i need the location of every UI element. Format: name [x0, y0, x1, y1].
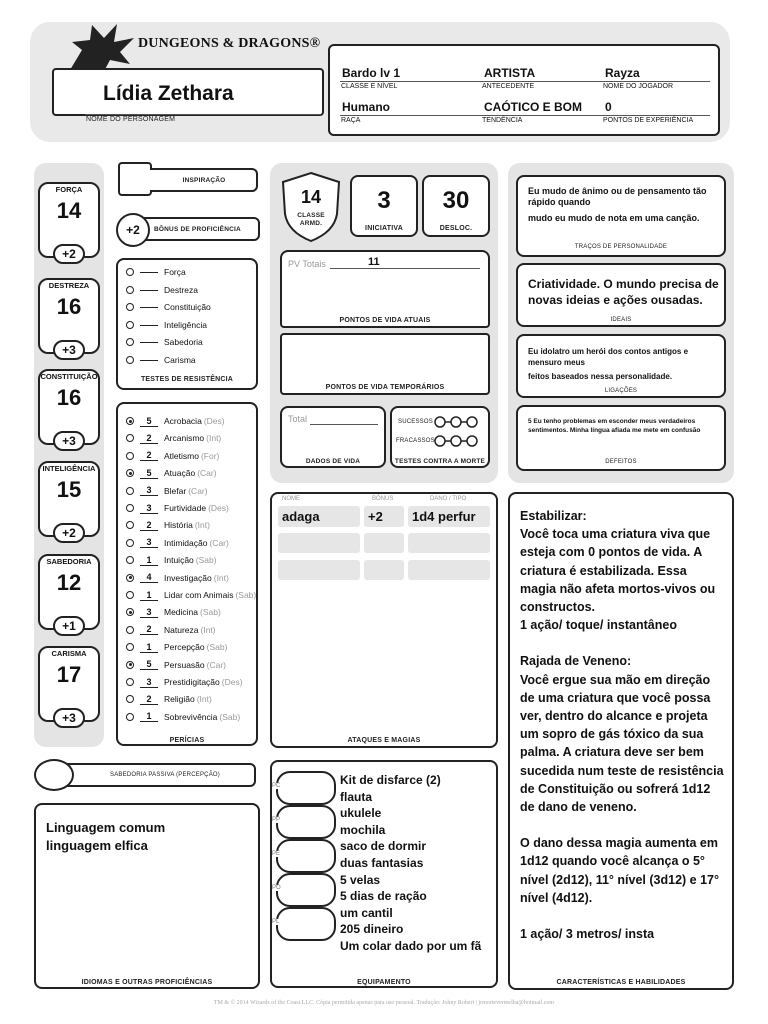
- attack-name-cell[interactable]: [278, 560, 360, 580]
- coin-box[interactable]: [272, 771, 336, 805]
- skill-proficiency-dot[interactable]: [126, 452, 134, 460]
- coin-box[interactable]: [272, 805, 336, 839]
- skill-value: 1: [140, 590, 158, 601]
- skill-attribute: (For): [200, 450, 220, 461]
- save-name: Constituição: [164, 302, 211, 312]
- attacks-title: ATAQUES E MAGIAS: [347, 737, 421, 744]
- save-value: [140, 360, 158, 361]
- save-name: Força: [164, 267, 186, 277]
- traits-label: TRAÇOS DE PERSONALIDADE: [574, 244, 668, 250]
- armor-class-value[interactable]: 14: [300, 187, 322, 207]
- skill-value: 3: [140, 485, 158, 496]
- skill-proficiency-dot[interactable]: [126, 469, 134, 477]
- ability-name: DESTREZA: [48, 281, 90, 290]
- initiative-value[interactable]: 3: [377, 187, 391, 214]
- skill-name: Natureza: [164, 624, 199, 635]
- equipment-item: ukulele: [340, 806, 382, 821]
- ability-score[interactable]: 12: [56, 570, 82, 595]
- skill-name: Prestidigitação: [164, 677, 220, 687]
- skill-name: Persuasão: [164, 659, 205, 670]
- save-row-forca[interactable]: [126, 265, 186, 279]
- ability-modifier[interactable]: +2: [53, 244, 85, 264]
- attack-name-cell[interactable]: [278, 533, 360, 553]
- equipment-item: flauta: [340, 789, 373, 804]
- equipment-item: duas fantasias: [340, 855, 424, 870]
- ability-name: SABEDORIA: [46, 557, 92, 566]
- race-value[interactable]: Humano: [342, 100, 390, 114]
- ability-modifier[interactable]: +3: [53, 340, 85, 360]
- skill-proficiency-dot[interactable]: [126, 643, 134, 651]
- skill-name: Sobrevivência: [164, 711, 218, 722]
- attack-bonus: +2: [368, 509, 383, 524]
- race-label: RAÇA: [341, 117, 361, 124]
- skill-proficiency-dot[interactable]: [126, 591, 134, 599]
- feature-paragraph: 1 ação/ toque/ instantâneo: [520, 618, 677, 633]
- skill-value: 4: [140, 572, 158, 583]
- save-proficiency-dot[interactable]: [126, 268, 134, 276]
- equipment-item: 5 velas: [340, 872, 381, 887]
- save-value: [140, 290, 158, 291]
- skill-row[interactable]: [126, 710, 240, 724]
- attacks-col-damage: DANO / TIPO: [430, 496, 467, 502]
- ability-name: CARISMA: [51, 649, 87, 658]
- passive-wisdom-value[interactable]: [34, 759, 74, 791]
- name-underline: [85, 114, 321, 115]
- save-row-constituicao[interactable]: [126, 300, 211, 314]
- race-line: [340, 115, 710, 116]
- skill-attribute: (Int): [200, 624, 216, 635]
- skill-attribute: (Sab): [195, 555, 217, 566]
- skill-attribute: (Car): [209, 537, 229, 548]
- bonds-text-2[interactable]: feitos baseados nessa personalidade.: [528, 372, 673, 381]
- skill-value: 1: [140, 642, 158, 653]
- skill-row[interactable]: [126, 466, 217, 480]
- skill-value: 2: [140, 520, 158, 531]
- skill-row[interactable]: [126, 553, 217, 567]
- passive-wisdom-label: SABEDORIA PASSIVA (PERCEPÇÃO): [110, 772, 220, 778]
- hit-dice-label: DADOS DE VIDA: [305, 458, 361, 465]
- skill-name: Acrobacia: [164, 416, 202, 426]
- ability-modifier[interactable]: +3: [53, 708, 85, 728]
- skill-name: Percepção: [164, 642, 205, 653]
- ability-score[interactable]: 16: [56, 294, 82, 319]
- equipment-item: 205 dineiro: [340, 922, 404, 937]
- skill-proficiency-dot[interactable]: [126, 556, 134, 564]
- feature-paragraph: Você ergue sua mão em direção de uma criatura que você possa ver, dentro do alcance e projeta um sopro de gás tóxico da sua palma. A criatura deve ser bem sucedida num teste de resistência de Constituição ou sofrerá 1d12 de dano de veneno.: [520, 672, 724, 815]
- ability-name: FORÇA: [55, 185, 83, 194]
- skill-proficiency-dot[interactable]: [126, 574, 134, 582]
- initiative-label: INICIATIVA: [365, 225, 403, 232]
- proficiency-label: BÔNUS DE PROFICIÊNCIA: [154, 226, 241, 233]
- class-level-value[interactable]: Bardo lv 1: [342, 66, 401, 80]
- skill-value: 3: [140, 607, 158, 618]
- ability-wisdom: [38, 554, 100, 640]
- player-value[interactable]: Rayza: [605, 66, 640, 80]
- skill-name: Religião: [164, 694, 195, 705]
- skill-value: 3: [140, 537, 158, 548]
- save-row-sabedoria[interactable]: [126, 335, 203, 349]
- feature-heading: Estabilizar:: [520, 509, 587, 523]
- saving-throws-title: TESTES DE RESISTÊNCIA: [140, 376, 234, 383]
- ability-score[interactable]: 14: [56, 198, 82, 223]
- skill-value: 5: [140, 659, 158, 670]
- equipment-list[interactable]: [340, 772, 494, 955]
- coin-label: PP: [272, 817, 281, 823]
- ability-name: CONSTITUIÇÃO: [40, 372, 98, 381]
- alignment-label: TENDÊNCIA: [482, 117, 523, 124]
- equipment-item: um cantil: [340, 905, 393, 920]
- class-line: [340, 81, 710, 82]
- attack-damage-cell[interactable]: [408, 533, 490, 553]
- proficiency-value[interactable]: +2: [116, 213, 150, 247]
- alignment-value[interactable]: CAÓTICO E BOM: [484, 100, 582, 114]
- save-value: [140, 325, 158, 326]
- skill-name: História: [164, 520, 193, 531]
- flaws-text[interactable]: 5 Eu tenho problemas em esconder meus verdadeiros sentimentos. Minha língua afiada me mete em confusão: [528, 418, 701, 434]
- ability-charisma: [38, 646, 100, 732]
- skill-row[interactable]: [126, 692, 212, 706]
- skill-row[interactable]: [126, 431, 221, 445]
- skill-name: Lidar com Animais: [164, 590, 234, 600]
- background-label: ANTECEDENTE: [482, 83, 535, 90]
- ideals-label: IDEAIS: [610, 317, 632, 323]
- attack-bonus-cell[interactable]: [364, 560, 404, 580]
- skill-value: 3: [140, 677, 158, 688]
- coin-label: PO: [272, 885, 281, 891]
- save-row-inteligencia[interactable]: [126, 318, 207, 332]
- death-fail-label: FRACASSOS: [396, 438, 435, 444]
- coin-label: PL: [272, 919, 280, 925]
- traits-text-1[interactable]: Eu mudo de ânimo ou de pensamento tão rápido quando: [528, 186, 707, 207]
- coin-label: PC: [272, 783, 281, 789]
- attacks-box: [270, 492, 498, 748]
- xp-value[interactable]: 0: [605, 100, 612, 114]
- ability-intelligence: [38, 461, 100, 547]
- attack-bonus-cell[interactable]: [364, 533, 404, 553]
- ideals-text[interactable]: Criatividade. O mundo precisa de novas ideias e ações ousadas.: [528, 277, 719, 307]
- save-value: [140, 272, 158, 273]
- hit-dice-total-label: Total: [288, 414, 308, 424]
- bonds-text-1[interactable]: Eu idolatro um herói dos contos antigos e mensuro meus: [528, 347, 689, 367]
- skill-proficiency-dot[interactable]: [126, 504, 134, 512]
- attack-damage-cell[interactable]: [408, 560, 490, 580]
- attacks-col-bonus: BÔNUS: [372, 496, 394, 502]
- skill-attribute: (Int): [194, 520, 210, 531]
- ability-name: INTELIGÊNCIA: [42, 464, 96, 473]
- save-row-destreza[interactable]: [126, 283, 198, 297]
- save-proficiency-dot[interactable]: [126, 286, 134, 294]
- xp-label: PONTOS DE EXPERIÊNCIA: [603, 117, 694, 124]
- save-name: Destreza: [164, 285, 199, 295]
- equipment-item: Kit de disfarce (2): [340, 773, 441, 787]
- skill-value: 1: [140, 711, 158, 722]
- equipment-title: EQUIPAMENTO: [357, 979, 411, 986]
- skill-value: 2: [140, 694, 158, 705]
- attacks-col-name: NOME: [282, 496, 300, 502]
- save-value: [140, 342, 158, 343]
- skill-proficiency-dot[interactable]: [126, 695, 134, 703]
- save-name: Carisma: [164, 355, 196, 365]
- skill-row[interactable]: [126, 414, 225, 428]
- death-saves-label: TESTES CONTRA A MORTE: [394, 458, 486, 465]
- coin-box[interactable]: [272, 839, 336, 873]
- ability-score[interactable]: 17: [56, 662, 82, 687]
- ability-modifier[interactable]: +2: [53, 523, 85, 543]
- skill-proficiency-dot[interactable]: [126, 539, 134, 547]
- skill-name: Intuição: [164, 555, 194, 566]
- armor-class-label-1: CLASSE: [297, 212, 325, 219]
- save-proficiency-dot[interactable]: [126, 321, 134, 329]
- skill-row[interactable]: [126, 571, 229, 585]
- flaws-label: DEFEITOS: [605, 459, 637, 465]
- skill-proficiency-dot[interactable]: [126, 434, 134, 442]
- skill-row[interactable]: [126, 501, 229, 515]
- armor-class-label-2: ARMD.: [299, 220, 323, 227]
- save-proficiency-dot[interactable]: [126, 303, 134, 311]
- ability-modifier[interactable]: +1: [53, 616, 85, 636]
- traits-text-2[interactable]: mudo eu mudo de nota em uma canção.: [528, 213, 700, 223]
- character-name-label: NOME DO PERSONAGEM: [86, 116, 176, 123]
- skill-attribute: (Int): [206, 433, 222, 444]
- skill-attribute: (Des): [221, 677, 243, 687]
- save-proficiency-dot[interactable]: [126, 356, 134, 364]
- save-name: Sabedoria: [164, 337, 203, 347]
- skill-row[interactable]: [126, 640, 227, 654]
- coin-box[interactable]: [272, 907, 336, 941]
- feature-paragraph: Você toca uma criatura viva que esteja com 0 pontos de vida. A criatura é estabilizada. Essa magia não afeta mortos-vivos ou constructos.: [520, 527, 716, 615]
- skill-attribute: (Des): [208, 503, 229, 513]
- skill-value: 2: [140, 433, 158, 444]
- death-success-label: SUCESSOS: [398, 419, 433, 425]
- inspiration-checkbox[interactable]: [118, 162, 152, 196]
- hp-current-label: PONTOS DE VIDA ATUAIS: [339, 317, 431, 324]
- coin-label: PE: [272, 851, 281, 857]
- speed-label: DESLOC.: [439, 225, 473, 232]
- hp-max-value[interactable]: 11: [368, 256, 380, 268]
- hp-temp-label: PONTOS DE VIDA TEMPORÁRIOS: [325, 384, 445, 391]
- equipment-item: Um colar dado por um fã: [340, 938, 482, 953]
- skill-proficiency-dot[interactable]: [126, 626, 134, 634]
- skill-name: Blefar: [164, 485, 187, 496]
- skill-attribute: (Sab): [219, 711, 241, 722]
- languages-line-1[interactable]: Linguagem comum: [46, 820, 166, 835]
- death-fail-circles-icon[interactable]: [432, 434, 480, 448]
- skill-row[interactable]: [126, 623, 216, 637]
- skill-name: Atletismo: [164, 450, 199, 461]
- feature-heading: Rajada de Veneno:: [520, 654, 632, 669]
- attack-name: adaga: [282, 509, 320, 524]
- attack-damage: 1d4 perfur: [412, 509, 476, 524]
- skill-attribute: (Int): [196, 694, 212, 705]
- skill-row[interactable]: [126, 536, 229, 550]
- feature-paragraph: O dano dessa magia aumenta em 1d12 quando você alcança o 5° nível (2d12), 11° nível (3d12) e 17° nível (4d12).: [520, 836, 719, 905]
- coin-box[interactable]: [272, 873, 336, 907]
- skill-attribute: (Des): [203, 416, 225, 426]
- save-proficiency-dot[interactable]: [126, 338, 134, 346]
- skill-proficiency-dot[interactable]: [126, 678, 134, 686]
- inspiration-label: INSPIRAÇÃO: [182, 177, 226, 184]
- skill-proficiency-dot[interactable]: [126, 608, 134, 616]
- hp-max-label: PV Totais: [288, 259, 326, 269]
- skill-attribute: (Int): [213, 572, 229, 583]
- skill-proficiency-dot[interactable]: [126, 713, 134, 721]
- ability-constitution: [38, 369, 100, 455]
- skill-value: 5: [140, 468, 158, 479]
- skill-proficiency-dot[interactable]: [126, 417, 134, 425]
- footer-copyright: TM & © 2014 Wizards of the Coast LLC. Cópia permitida apenas para uso pessoal. Tradução: Johny Robert | jrmortevermelha@hotmail.com: [213, 1000, 555, 1006]
- background-value[interactable]: ARTISTA: [484, 66, 536, 80]
- ability-modifier[interactable]: +3: [53, 431, 85, 451]
- skill-row[interactable]: [126, 588, 256, 602]
- save-row-carisma[interactable]: [126, 353, 196, 367]
- skill-name: Intimidação: [164, 537, 208, 548]
- save-name: Inteligência: [164, 320, 208, 330]
- skill-name: Investigação: [164, 572, 212, 583]
- skill-name: Furtividade: [164, 503, 207, 513]
- hit-dice-line: [310, 424, 378, 425]
- speed-value[interactable]: 30: [442, 187, 470, 214]
- logo-text: DUNGEONS & DRAGONS®: [138, 36, 321, 51]
- hp-max-line: [330, 268, 480, 269]
- skills-title: PERÍCIAS: [169, 737, 205, 744]
- languages-line-2[interactable]: linguagem elfica: [46, 838, 148, 853]
- ability-dexterity: [38, 278, 100, 364]
- languages-label: IDIOMAS E OUTRAS PROFICIÊNCIAS: [81, 979, 213, 986]
- skill-value: 2: [140, 450, 158, 461]
- skill-attribute: (Sab): [235, 590, 257, 600]
- skill-row[interactable]: [126, 658, 226, 672]
- ability-strength: [38, 182, 100, 268]
- skill-value: 3: [140, 503, 158, 514]
- equipment-item: saco de dormir: [340, 839, 427, 854]
- skill-value: 1: [140, 555, 158, 566]
- equipment-item: mochila: [340, 822, 386, 837]
- skill-attribute: (Car): [206, 659, 226, 670]
- skill-proficiency-dot[interactable]: [126, 521, 134, 529]
- equipment-item: 5 dias de ração: [340, 889, 427, 904]
- bonds-label: LIGAÇÕES: [604, 388, 638, 394]
- class-level-label: CLASSE E NÍVEL: [341, 83, 398, 90]
- ability-score[interactable]: 15: [56, 477, 82, 502]
- player-label: NOME DO JOGADOR: [603, 83, 674, 90]
- skill-row[interactable]: [126, 605, 221, 619]
- skill-name: Atuação: [164, 468, 196, 479]
- death-success-circles-icon[interactable]: [432, 415, 480, 429]
- skill-value: 5: [140, 416, 158, 427]
- skill-attribute: (Sab): [206, 642, 228, 653]
- skill-row[interactable]: [126, 484, 208, 498]
- skill-row[interactable]: [126, 518, 210, 532]
- skill-proficiency-dot[interactable]: [126, 661, 134, 669]
- skill-name: Medicina: [164, 607, 199, 618]
- skill-row[interactable]: [126, 449, 219, 463]
- feature-paragraph: 1 ação/ 3 metros/ insta: [520, 927, 655, 942]
- features-text[interactable]: [520, 507, 726, 943]
- features-title: CARACTERÍSTICAS E HABILIDADES: [556, 979, 686, 986]
- skill-value: 2: [140, 624, 158, 635]
- skill-name: Arcanismo: [164, 433, 205, 444]
- skill-row[interactable]: [126, 675, 243, 689]
- skill-proficiency-dot[interactable]: [126, 487, 134, 495]
- skill-attribute: (Car): [188, 485, 208, 496]
- skill-attribute: (Car): [197, 468, 217, 479]
- character-name[interactable]: Lídia Zethara: [103, 82, 234, 105]
- ability-score[interactable]: 16: [56, 385, 82, 410]
- save-value: [140, 307, 158, 308]
- skill-attribute: (Sab): [200, 607, 221, 618]
